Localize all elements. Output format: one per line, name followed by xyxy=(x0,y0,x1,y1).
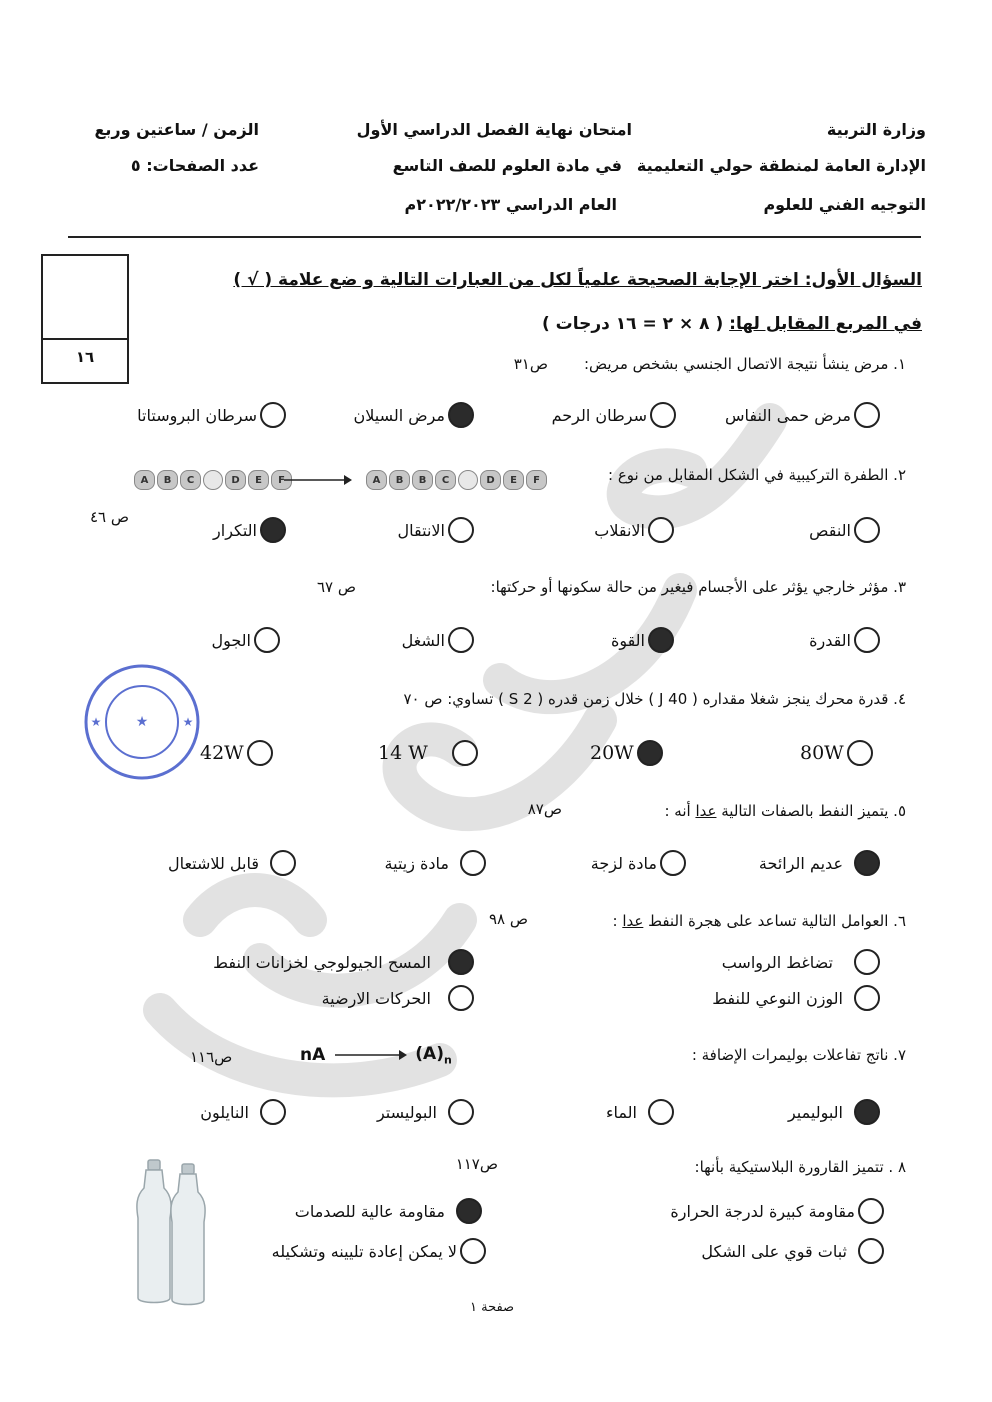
radio-circle[interactable] xyxy=(260,1099,286,1125)
question-8-ref: ص١١٧ xyxy=(455,1155,498,1173)
question-5-ref: ص٨٧ xyxy=(527,800,562,818)
question-2-text: ٢. الطفرة التركيبية في الشكل المقابل من نوع : xyxy=(608,466,906,484)
option-label: قابل للاشتعال xyxy=(167,853,259,873)
radio-circle[interactable] xyxy=(650,402,676,428)
score-value: ١٦ xyxy=(75,348,95,366)
option-label: الحركات الارضية xyxy=(321,988,431,1008)
q1-option-1[interactable] xyxy=(725,402,880,428)
q5-option-1[interactable] xyxy=(759,850,880,876)
q4-option-3[interactable] xyxy=(378,740,478,766)
option-label: ثبات قوي على الشكل xyxy=(701,1241,847,1261)
option-label: 14 W xyxy=(378,742,428,764)
radio-circle[interactable] xyxy=(254,627,280,653)
gene-bead: F xyxy=(271,470,292,490)
arrow-icon xyxy=(333,1048,407,1062)
radio-circle-selected[interactable] xyxy=(854,850,880,876)
radio-circle[interactable] xyxy=(854,627,880,653)
q2-option-2[interactable] xyxy=(594,517,674,543)
score-box-divider xyxy=(43,338,127,340)
q2-option-4[interactable] xyxy=(213,517,286,543)
svg-text:★: ★ xyxy=(135,714,149,730)
plastic-bottles-image xyxy=(134,1158,214,1308)
gene-bead: B xyxy=(412,470,433,490)
q4-option-2[interactable] xyxy=(590,740,663,766)
radio-circle-selected[interactable] xyxy=(260,517,286,543)
radio-circle[interactable] xyxy=(452,740,478,766)
page-number: صفحة ١ xyxy=(470,1300,515,1315)
question-one-instruction: السؤال الأول: اختر الإجابة الصحيحة علمياً لكل من العبارات التالية و ضع علامة ( √ ) xyxy=(233,270,922,290)
gene-bead: F xyxy=(526,470,547,490)
radio-circle[interactable] xyxy=(270,850,296,876)
chromosome-before xyxy=(134,470,292,490)
q6-option-1[interactable] xyxy=(722,949,880,975)
marks-formula: ( ٨ × ٢ = ١٦ درجات ) xyxy=(541,314,724,334)
q1-option-4[interactable] xyxy=(137,402,286,428)
q7-option-1[interactable] xyxy=(788,1099,880,1125)
q8-option-2[interactable] xyxy=(295,1198,482,1224)
q6-option-3[interactable] xyxy=(712,985,880,1011)
radio-circle[interactable] xyxy=(854,985,880,1011)
radio-circle-selected[interactable] xyxy=(456,1198,482,1224)
radio-circle[interactable] xyxy=(448,627,474,653)
radio-circle[interactable] xyxy=(854,402,880,428)
radio-circle[interactable] xyxy=(854,517,880,543)
gene-bead: D xyxy=(480,470,501,490)
question-8-text: ٨ . تتميز القارورة البلاستيكية بأنها: xyxy=(694,1158,906,1176)
radio-circle[interactable] xyxy=(648,1099,674,1125)
radio-circle-selected[interactable] xyxy=(448,949,474,975)
question-3-ref: ص ٦٧ xyxy=(316,578,356,596)
q6-option-4[interactable] xyxy=(322,985,474,1011)
gene-bead: C xyxy=(435,470,456,490)
question-6-text: ٦. العوامل التالية تساعد على هجرة النفط عدا : xyxy=(612,912,906,930)
centromere xyxy=(203,470,223,490)
option-label: مرض السيلان xyxy=(353,405,445,425)
question-3-text: ٣. مؤثر خارجي يؤثر على الأجسام فيغير من حالة سكونها أو حركتها: xyxy=(490,578,906,596)
option-label: 20W xyxy=(590,742,634,764)
radio-circle[interactable] xyxy=(247,740,273,766)
question-7-ref: ص١١٦ xyxy=(190,1048,233,1066)
gene-bead: E xyxy=(248,470,269,490)
option-label: مادة زيتية xyxy=(384,853,449,873)
radio-circle[interactable] xyxy=(448,517,474,543)
option-label: مرض حمى النفاس xyxy=(724,405,851,425)
option-label: البوليستر xyxy=(376,1102,437,1122)
q4-option-1[interactable] xyxy=(800,740,873,766)
q7-option-2[interactable] xyxy=(606,1099,674,1125)
polymer-term: $(A)_n$ xyxy=(415,1044,452,1067)
option-label: البوليمير xyxy=(787,1102,843,1122)
exam-duration: الزمن / ساعتين وربع xyxy=(94,120,259,139)
ministry-name: وزارة التربية xyxy=(826,120,926,139)
question-2-ref: ص ٤٦ xyxy=(90,508,130,526)
q4-option-4[interactable] xyxy=(200,740,273,766)
option-label: 80W xyxy=(800,742,844,764)
option-label: الوزن النوعي للنفط xyxy=(712,988,843,1008)
gene-bead: D xyxy=(225,470,246,490)
option-label: التكرار xyxy=(213,520,257,540)
q1-option-3[interactable] xyxy=(353,402,474,428)
svg-text:★: ★ xyxy=(182,715,194,729)
option-label: النايلون xyxy=(200,1102,249,1122)
option-label: القوة xyxy=(610,630,645,650)
q3-option-3[interactable] xyxy=(402,627,474,653)
q3-option-1[interactable] xyxy=(809,627,880,653)
centromere xyxy=(458,470,478,490)
exam-title: امتحان نهاية الفصل الدراسي الأول xyxy=(356,120,632,139)
monomer-term: nA xyxy=(300,1045,326,1066)
option-label: عديم الرائحة xyxy=(758,853,843,873)
radio-circle[interactable] xyxy=(460,850,486,876)
score-box xyxy=(41,254,129,384)
option-label: مقاومة عالية للصدمات xyxy=(294,1201,445,1221)
option-label: سرطان الرحم xyxy=(551,405,647,425)
gene-bead: B xyxy=(157,470,178,490)
gene-bead: B xyxy=(389,470,410,490)
academic-year: العام الدراسي ٢٠٢٢/٢٠٢٣م xyxy=(404,195,617,214)
gene-bead: A xyxy=(134,470,155,490)
q8-option-3[interactable] xyxy=(701,1238,884,1264)
chromosome-after xyxy=(366,470,547,490)
option-label: الجول xyxy=(211,630,251,650)
department-name: التوجيه الفني للعلوم xyxy=(763,195,926,214)
question-5-text: ٥. يتميز النفط بالصفات التالية عدا أنه : xyxy=(664,802,906,820)
marks-prefix: في المربع المقابل لها: xyxy=(729,314,922,334)
q2-option-3[interactable] xyxy=(398,517,474,543)
q5-option-2[interactable] xyxy=(591,850,686,876)
q1-option-2[interactable] xyxy=(552,402,676,428)
radio-circle[interactable] xyxy=(260,402,286,428)
gene-bead: E xyxy=(503,470,524,490)
option-label: القدرة xyxy=(809,630,851,650)
option-label: الشغل xyxy=(401,630,445,650)
option-label: النقص xyxy=(809,520,851,540)
radio-circle[interactable] xyxy=(460,1238,486,1264)
question-one-marks-line xyxy=(542,314,922,334)
q3-option-2[interactable] xyxy=(611,627,674,653)
radio-circle-selected[interactable] xyxy=(648,627,674,653)
q8-option-1[interactable] xyxy=(670,1198,884,1224)
gene-bead: C xyxy=(180,470,201,490)
polymer-equation xyxy=(300,1044,452,1066)
question-6-ref: ص ٩٨ xyxy=(488,910,528,928)
q3-option-4[interactable] xyxy=(211,627,280,653)
svg-text:★: ★ xyxy=(90,715,102,729)
option-label: الانتقال xyxy=(397,520,445,540)
option-label: مادة لزجة xyxy=(590,853,657,873)
option-label: الماء xyxy=(606,1102,637,1122)
radio-circle[interactable] xyxy=(858,1238,884,1264)
radio-circle[interactable] xyxy=(660,850,686,876)
option-label: الانقلاب xyxy=(594,520,645,540)
option-label: لا يمكن إعادة تليينه وتشكيله xyxy=(271,1241,457,1261)
question-1-ref: ص٣١ xyxy=(513,355,548,373)
radio-circle[interactable] xyxy=(648,517,674,543)
arrow-icon xyxy=(282,472,352,488)
district-name: الإدارة العامة لمنطقة حولي التعليمية xyxy=(636,156,926,175)
question-7-text: ٧. ناتج تفاعلات بوليمرات الإضافة : xyxy=(691,1046,906,1064)
q8-option-4[interactable] xyxy=(272,1238,486,1264)
question-4-text: ٤. قدرة محرك ينجز شغلا مقداره ( 40 J ) خلال زمن قدره ( 2 S ) تساوي: ص ٧٠ xyxy=(403,690,906,708)
q7-option-4[interactable] xyxy=(200,1099,286,1125)
q5-option-4[interactable] xyxy=(168,850,296,876)
q7-option-3[interactable] xyxy=(377,1099,474,1125)
emphasis-word: عدا xyxy=(695,802,717,820)
question-1-text: ١. مرض ينشأ نتيجة الاتصال الجنسي بشخص مريض: xyxy=(584,355,906,373)
radio-circle[interactable] xyxy=(847,740,873,766)
q6-option-2[interactable] xyxy=(213,949,474,975)
official-stamp xyxy=(82,662,202,782)
option-label: تضاغط الرواسب xyxy=(721,952,833,972)
radio-circle[interactable] xyxy=(858,1198,884,1224)
emphasis-word: عدا xyxy=(622,912,644,930)
q5-option-3[interactable] xyxy=(385,850,486,876)
option-label: مقاومة كبيرة لدرجة الحرارة xyxy=(670,1201,855,1221)
page-count: عدد الصفحات: ٥ xyxy=(130,156,259,175)
radio-circle-selected[interactable] xyxy=(854,1099,880,1125)
option-label: المسح الجيولوجي لخزانات النفط xyxy=(213,952,431,972)
q2-option-1[interactable] xyxy=(809,517,880,543)
option-label: 42W xyxy=(200,742,244,764)
header-divider xyxy=(68,236,921,238)
gene-bead: A xyxy=(366,470,387,490)
option-label: سرطان البروستاتا xyxy=(137,405,257,425)
radio-circle[interactable] xyxy=(448,985,474,1011)
exam-subject: في مادة العلوم للصف التاسع xyxy=(392,156,622,175)
radio-circle-selected[interactable] xyxy=(448,402,474,428)
radio-circle-selected[interactable] xyxy=(637,740,663,766)
radio-circle[interactable] xyxy=(854,949,880,975)
radio-circle[interactable] xyxy=(448,1099,474,1125)
